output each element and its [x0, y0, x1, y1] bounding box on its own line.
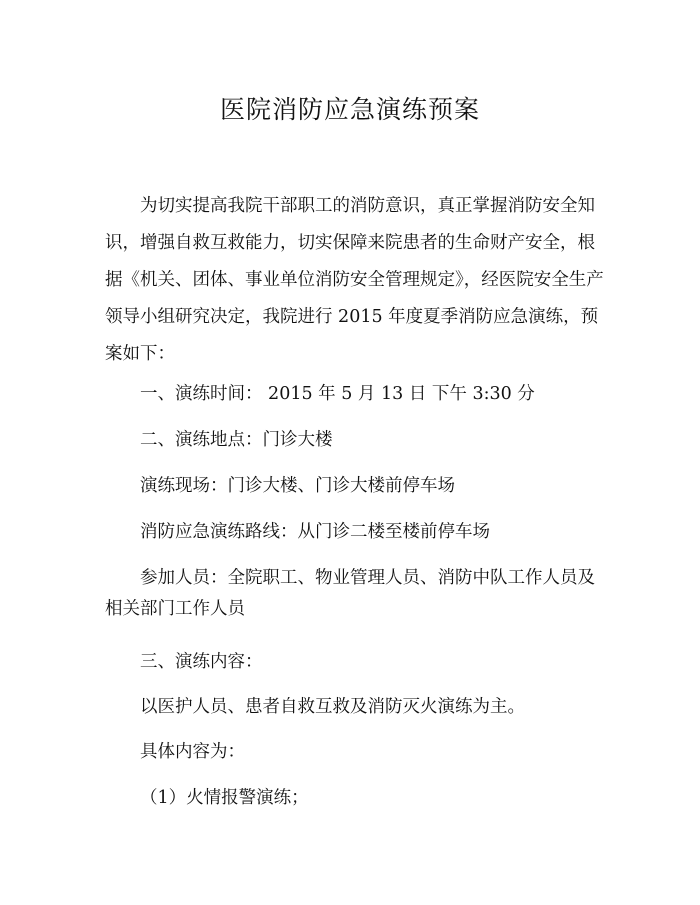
list-item-1: （1）火情报警演练；	[140, 788, 309, 808]
content-summary: 以医护人员、患者自救互救及消防灭火演练为主。	[140, 697, 525, 717]
drill-location: 二、演练地点：门诊大楼	[140, 430, 333, 450]
participants-paragraph: 参加人员：全院职工、物业管理人员、消防中队工作人员及相关部门工作人员	[105, 568, 595, 619]
intro-paragraph: 为切实提高我院干部职工的消防意识，真正掌握消防安全知识，增强自救互救能力，切实保障来院患者的生命财产安全，根据《机关、团体、事业单位消防安全管理规定》，经医院安全生产领导小组研究决定，我院进行 2015 年度夏季消防应急演练，预案如下：	[105, 196, 604, 364]
content-detail-label: 具体内容为：	[140, 742, 245, 762]
drill-time: 一、演练时间： 2015 年 5 月 13 日 下午 3:30 分	[140, 384, 535, 404]
content-heading: 三、演练内容：	[140, 652, 263, 672]
drill-site: 演练现场：门诊大楼、门诊大楼前停车场	[140, 476, 455, 496]
drill-route: 消防应急演练路线：从门诊二楼至楼前停车场	[140, 522, 490, 542]
document-title: 医院消防应急演练预案	[219, 95, 480, 124]
